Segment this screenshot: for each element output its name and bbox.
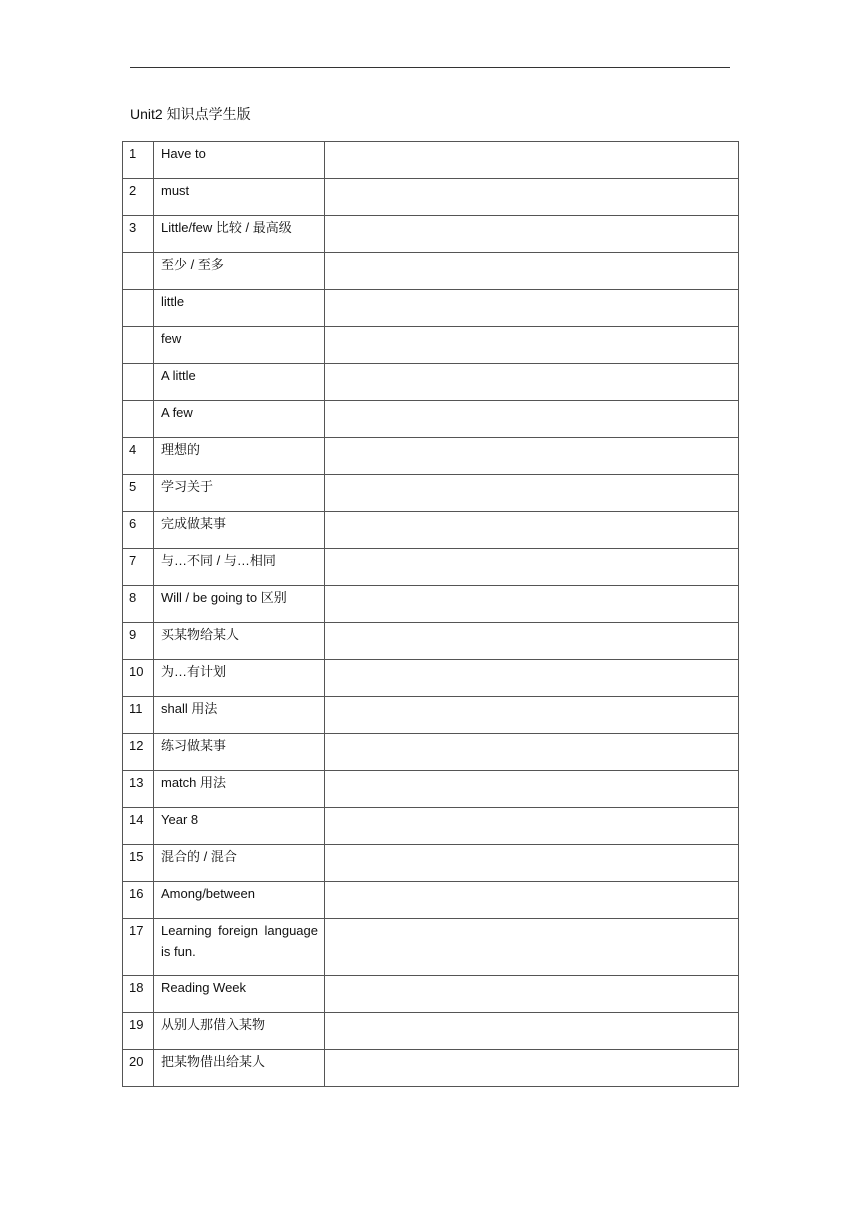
row-number: 1 <box>129 146 137 161</box>
table-row <box>123 327 739 364</box>
table-row <box>123 216 739 253</box>
topic-text: 学习关于 <box>161 479 214 494</box>
topic-text: 把某物借出给某人 <box>161 1054 266 1069</box>
table-row <box>123 845 739 882</box>
row-number: 10 <box>129 664 144 679</box>
row-number-cell <box>123 364 154 401</box>
row-number-cell <box>123 771 154 808</box>
row-number-cell <box>123 919 154 976</box>
topic-cell <box>154 1013 325 1050</box>
document-title: Unit2 知识点学生版 <box>130 106 251 122</box>
topic-text: 至少 / 至多 <box>161 257 224 272</box>
row-number-cell <box>123 253 154 290</box>
topic-text: 与…不同 / 与…相同 <box>161 553 276 568</box>
topic-text: must <box>161 183 190 198</box>
row-number: 20 <box>129 1054 144 1069</box>
answer-cell[interactable] <box>325 549 739 586</box>
table-row <box>123 1013 739 1050</box>
table-row <box>123 771 739 808</box>
topic-cell <box>154 697 325 734</box>
row-number-cell <box>123 216 154 253</box>
row-number: 19 <box>129 1017 144 1032</box>
topic-cell <box>154 179 325 216</box>
row-number: 9 <box>129 627 137 642</box>
row-number: 13 <box>129 775 144 790</box>
row-number-cell <box>123 623 154 660</box>
topic-cell <box>154 771 325 808</box>
topic-cell <box>154 401 325 438</box>
topic-text: 完成做某事 <box>161 516 227 531</box>
row-number: 11 <box>129 701 143 716</box>
row-number: 14 <box>129 812 144 827</box>
topic-text: Have to <box>161 146 206 161</box>
answer-cell[interactable] <box>325 401 739 438</box>
topic-text: 混合的 / 混合 <box>161 849 237 864</box>
topic-text: Learning foreign language is fun. <box>161 923 318 959</box>
answer-cell[interactable] <box>325 290 739 327</box>
answer-cell[interactable] <box>325 327 739 364</box>
topic-text: 从别人那借入某物 <box>161 1017 266 1032</box>
row-number: 17 <box>129 923 144 938</box>
row-number-cell <box>123 438 154 475</box>
table-row <box>123 290 739 327</box>
topic-cell <box>154 1050 325 1087</box>
topic-text: A few <box>161 405 193 420</box>
topic-cell <box>154 976 325 1013</box>
topic-cell <box>154 290 325 327</box>
row-number: 6 <box>129 516 137 531</box>
answer-cell[interactable] <box>325 771 739 808</box>
answer-cell[interactable] <box>325 623 739 660</box>
topic-text: 为…有计划 <box>161 664 227 679</box>
table-row <box>123 623 739 660</box>
topic-text: Among/between <box>161 886 255 901</box>
row-number-cell <box>123 882 154 919</box>
row-number: 16 <box>129 886 144 901</box>
row-number-cell <box>123 734 154 771</box>
row-number-cell <box>123 660 154 697</box>
topic-cell <box>154 808 325 845</box>
answer-cell[interactable] <box>325 1013 739 1050</box>
header-rule <box>130 67 730 68</box>
topic-cell <box>154 586 325 623</box>
row-number-cell <box>123 549 154 586</box>
topic-cell <box>154 364 325 401</box>
answer-cell[interactable] <box>325 1050 739 1087</box>
table-row <box>123 697 739 734</box>
row-number-cell <box>123 179 154 216</box>
topic-text: few <box>161 331 182 346</box>
table-row <box>123 512 739 549</box>
topic-cell <box>154 919 325 976</box>
answer-cell[interactable] <box>325 734 739 771</box>
row-number-cell <box>123 845 154 882</box>
answer-cell[interactable] <box>325 179 739 216</box>
row-number: 12 <box>129 738 144 753</box>
topic-cell <box>154 475 325 512</box>
answer-cell[interactable] <box>325 586 739 623</box>
row-number-cell <box>123 976 154 1013</box>
row-number: 4 <box>129 442 137 457</box>
row-number-cell <box>123 327 154 364</box>
row-number: 8 <box>129 590 137 605</box>
topic-cell <box>154 734 325 771</box>
topic-text: little <box>161 294 185 309</box>
table-row <box>123 1050 739 1087</box>
answer-cell[interactable] <box>325 438 739 475</box>
table-row <box>123 882 739 919</box>
row-number <box>123 401 153 405</box>
answer-cell[interactable] <box>325 512 739 549</box>
table-row <box>123 660 739 697</box>
table-row <box>123 438 739 475</box>
row-number-cell <box>123 697 154 734</box>
row-number-cell <box>123 1050 154 1087</box>
topic-cell <box>154 549 325 586</box>
row-number <box>123 364 153 368</box>
row-number-cell <box>123 142 154 179</box>
topic-text: A little <box>161 368 196 383</box>
table-row <box>123 808 739 845</box>
table-row <box>123 976 739 1013</box>
row-number-cell <box>123 808 154 845</box>
topic-text: Year 8 <box>161 812 199 827</box>
row-number: 5 <box>129 479 137 494</box>
table-row <box>123 549 739 586</box>
topic-cell <box>154 512 325 549</box>
answer-cell[interactable] <box>325 364 739 401</box>
answer-cell[interactable] <box>325 475 739 512</box>
answer-cell[interactable] <box>325 919 739 976</box>
answer-cell[interactable] <box>325 216 739 253</box>
table-row <box>123 919 739 976</box>
answer-cell[interactable] <box>325 253 739 290</box>
knowledge-points-table <box>122 141 739 1087</box>
answer-cell[interactable] <box>325 808 739 845</box>
topic-text: Will / be going to 区别 <box>161 590 287 605</box>
row-number <box>123 327 153 331</box>
table-row <box>123 734 739 771</box>
topic-cell <box>154 623 325 660</box>
topic-text: 练习做某事 <box>161 738 227 753</box>
topic-text: shall 用法 <box>161 701 218 716</box>
topic-cell <box>154 142 325 179</box>
row-number-cell <box>123 401 154 438</box>
topic-text: Reading Week <box>161 980 247 995</box>
topic-cell <box>154 253 325 290</box>
row-number: 3 <box>129 220 137 235</box>
row-number-cell <box>123 290 154 327</box>
table-row <box>123 142 739 179</box>
topic-text: 买某物给某人 <box>161 627 240 642</box>
row-number: 2 <box>129 183 137 198</box>
row-number <box>123 253 153 257</box>
answer-cell[interactable] <box>325 976 739 1013</box>
topic-text: Little/few 比较 / 最高级 <box>161 220 292 235</box>
row-number-cell <box>123 512 154 549</box>
row-number-cell <box>123 475 154 512</box>
row-number-cell <box>123 586 154 623</box>
answer-cell[interactable] <box>325 660 739 697</box>
topic-cell <box>154 882 325 919</box>
row-number: 18 <box>129 980 144 995</box>
row-number <box>123 290 153 294</box>
answer-cell[interactable] <box>325 697 739 734</box>
table-row <box>123 253 739 290</box>
row-number: 7 <box>129 553 137 568</box>
table-row <box>123 586 739 623</box>
answer-cell[interactable] <box>325 845 739 882</box>
topic-cell <box>154 216 325 253</box>
row-number-cell <box>123 1013 154 1050</box>
topic-cell <box>154 845 325 882</box>
table-row <box>123 401 739 438</box>
table-row <box>123 179 739 216</box>
topic-cell <box>154 660 325 697</box>
answer-cell[interactable] <box>325 882 739 919</box>
topic-cell <box>154 438 325 475</box>
table-row <box>123 364 739 401</box>
topic-text: 理想的 <box>161 442 201 457</box>
topic-text: match 用法 <box>161 775 227 790</box>
topic-cell <box>154 327 325 364</box>
table-row <box>123 475 739 512</box>
row-number: 15 <box>129 849 144 864</box>
answer-cell[interactable] <box>325 142 739 179</box>
